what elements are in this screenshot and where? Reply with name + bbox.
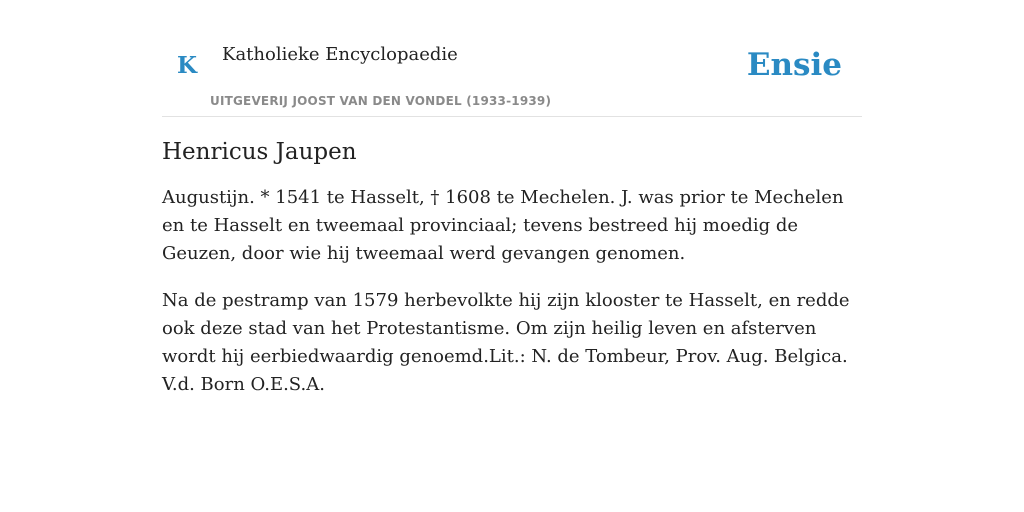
entry-content: [162, 138, 862, 418]
entry-paragraph: Na de pestramp van 1579 herbevolkte hij zijn klooster te Hasselt, en redde ook deze stad van het Protestantisme. Om zijn heilig leven en afsterven wordt hij eerbiedwaardig genoemd.Lit.: N. de Tombeur, Prov. Aug. Belgica. V.d. Born O.E.S.A.: [162, 289, 850, 395]
entry-paragraph: Augustijn. * 1541 te Hasselt, † 1608 te Mechelen. J. was prior te Mechelen en te Hasselt en tweemaal provinciaal; tevens bestreed hij moedig de Geuzen, door wie hij tweemaal werd gevangen genomen.: [162, 186, 844, 264]
encyclopedia-logo[interactable]: K: [177, 52, 197, 79]
entry-title: Henricus Jaupen: [162, 139, 357, 165]
ensie-logo-link[interactable]: Ensie: [746, 47, 842, 83]
book-title[interactable]: Katholieke Encyclopaedie: [222, 44, 458, 65]
publisher-label: UITGEVERIJ JOOST VAN DEN VONDEL (1933-1939): [210, 94, 552, 108]
header: [162, 0, 862, 117]
